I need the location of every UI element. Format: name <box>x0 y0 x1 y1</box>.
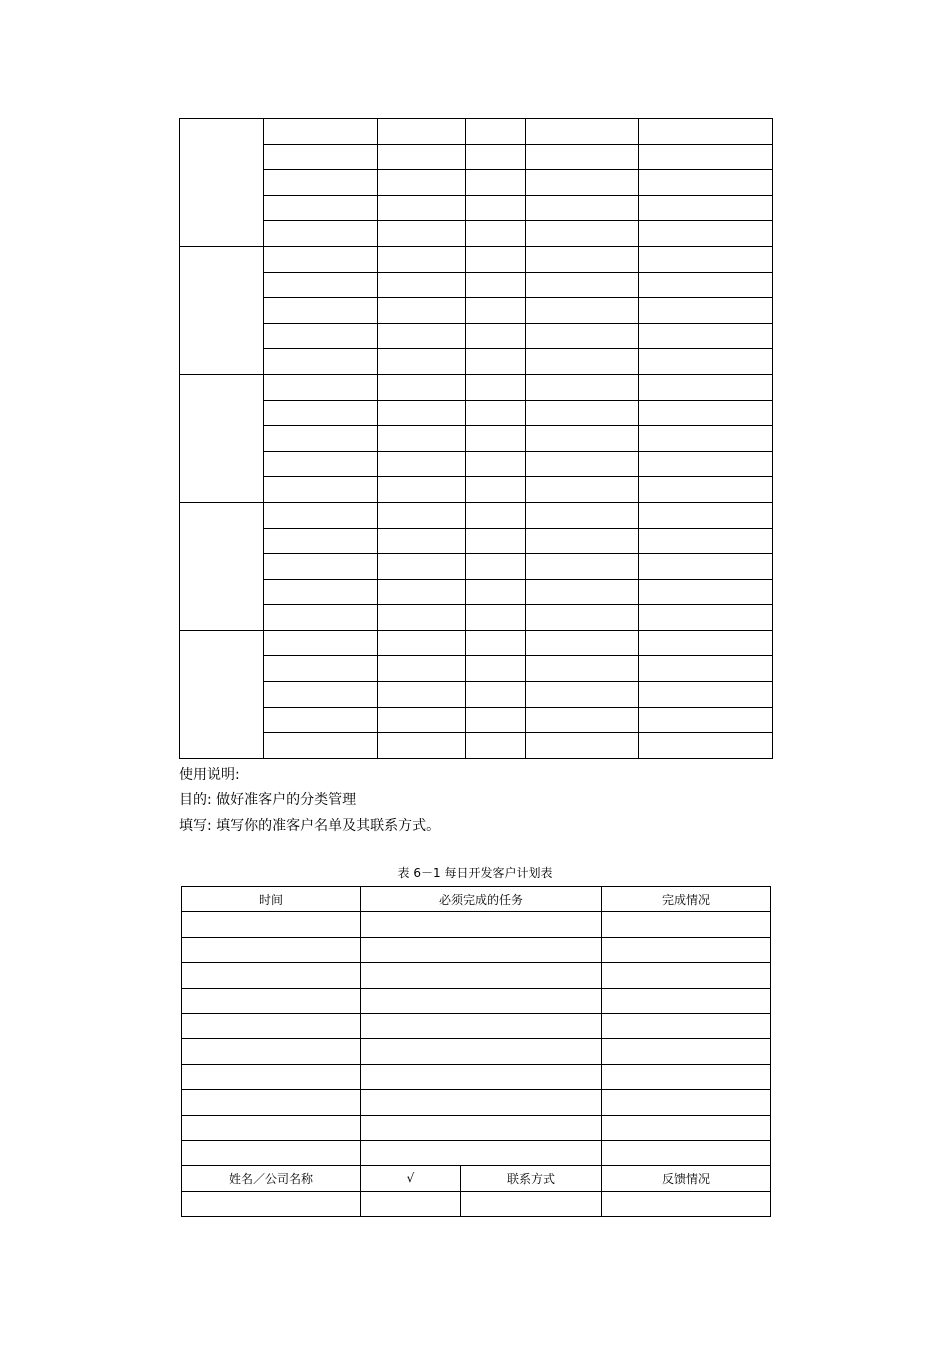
grid-row <box>180 221 773 247</box>
grid-cell <box>264 451 378 477</box>
grid-cell <box>639 605 773 631</box>
notes-heading: 使用说明: <box>179 767 240 783</box>
grid-cell <box>466 144 526 170</box>
grid-cell <box>526 119 639 145</box>
plan-cell <box>182 1039 361 1064</box>
grid-row <box>180 170 773 196</box>
grid-cell <box>466 400 526 426</box>
grid-cell <box>526 707 639 733</box>
grid-cell <box>378 528 466 554</box>
grid-cell <box>639 477 773 503</box>
grid-cell <box>378 272 466 298</box>
grid-row <box>180 528 773 554</box>
contact-cell <box>602 1191 771 1216</box>
grid-cell <box>378 579 466 605</box>
grid-cell <box>378 400 466 426</box>
contact-header-check: √ <box>361 1166 461 1191</box>
grid-cell <box>526 733 639 759</box>
plan-cell <box>361 988 602 1013</box>
contact-header-name: 姓名／公司名称 <box>182 1166 361 1191</box>
plan-cell <box>602 1039 771 1064</box>
grid-cell <box>466 272 526 298</box>
grid-cell <box>466 682 526 708</box>
grid-cell <box>639 170 773 196</box>
grid-row <box>180 144 773 170</box>
contact-header-row <box>182 1166 771 1191</box>
grid-cell <box>466 349 526 375</box>
grid-cell <box>639 272 773 298</box>
grid-cell <box>378 144 466 170</box>
group-cell <box>180 502 264 630</box>
grid-row <box>180 400 773 426</box>
grid-cell <box>526 528 639 554</box>
grid-cell <box>526 656 639 682</box>
plan-cell <box>361 1064 602 1089</box>
grid-cell <box>264 579 378 605</box>
grid-cell <box>378 502 466 528</box>
grid-cell <box>639 374 773 400</box>
plan-row <box>182 1140 771 1165</box>
grid-cell <box>378 195 466 221</box>
grid-cell <box>378 554 466 580</box>
plan-row <box>182 912 771 937</box>
contact-header-contact: 联系方式 <box>461 1166 602 1191</box>
grid-row <box>180 579 773 605</box>
grid-cell <box>639 579 773 605</box>
grid-cell <box>378 630 466 656</box>
grid-cell <box>466 630 526 656</box>
plan-cell <box>182 912 361 937</box>
notes-purpose: 目的: 做好准客户的分类管理 <box>179 792 357 808</box>
group-cell <box>180 374 264 502</box>
grid-cell <box>526 426 639 452</box>
grid-cell <box>466 426 526 452</box>
plan-cell <box>361 963 602 988</box>
plan-row <box>182 988 771 1013</box>
grid-cell <box>466 502 526 528</box>
grid-cell <box>526 144 639 170</box>
grid-cell <box>378 477 466 503</box>
grid-cell <box>264 119 378 145</box>
contact-row <box>182 1191 771 1216</box>
header-status: 完成情况 <box>602 887 771 912</box>
grid-cell <box>264 502 378 528</box>
plan-row <box>182 1115 771 1140</box>
grid-cell <box>639 349 773 375</box>
grid-row <box>180 374 773 400</box>
notes-fill: 填写: 填写你的准客户名单及其联系方式。 <box>179 818 441 834</box>
grid-cell <box>466 195 526 221</box>
grid-cell <box>264 656 378 682</box>
grid-cell <box>639 144 773 170</box>
grid-cell <box>264 605 378 631</box>
header-time: 时间 <box>182 887 361 912</box>
grid-cell <box>526 630 639 656</box>
grid-cell <box>378 246 466 272</box>
grid-cell <box>639 195 773 221</box>
plan-cell <box>602 1013 771 1038</box>
grid-row <box>180 707 773 733</box>
plan-cell <box>361 1013 602 1038</box>
header-task: 必须完成的任务 <box>361 887 602 912</box>
grid-cell <box>466 477 526 503</box>
grid-cell <box>526 682 639 708</box>
group-cell <box>180 246 264 374</box>
grid-cell <box>466 374 526 400</box>
grid-row <box>180 502 773 528</box>
grid-cell <box>264 554 378 580</box>
grid-cell <box>466 656 526 682</box>
grid-cell <box>526 502 639 528</box>
grid-cell <box>466 451 526 477</box>
grid-cell <box>264 349 378 375</box>
grid-cell <box>639 528 773 554</box>
grid-cell <box>378 451 466 477</box>
grid-cell <box>639 733 773 759</box>
grid-cell <box>466 707 526 733</box>
grid-cell <box>639 630 773 656</box>
grid-cell <box>466 246 526 272</box>
plan-cell <box>182 1115 361 1140</box>
grid-cell <box>639 221 773 247</box>
grid-cell <box>526 323 639 349</box>
grid-row <box>180 119 773 145</box>
grid-cell <box>526 272 639 298</box>
plan-cell <box>361 1090 602 1115</box>
grid-cell <box>639 298 773 324</box>
grid-cell <box>466 170 526 196</box>
grid-cell <box>526 349 639 375</box>
grid-cell <box>639 426 773 452</box>
grid-cell <box>378 656 466 682</box>
grid-cell <box>264 144 378 170</box>
grid-row <box>180 630 773 656</box>
plan-cell <box>182 1064 361 1089</box>
grid-cell <box>466 528 526 554</box>
plan-cell <box>602 988 771 1013</box>
grid-cell <box>264 528 378 554</box>
grid-cell <box>639 400 773 426</box>
plan-row <box>182 1039 771 1064</box>
plan-cell <box>361 937 602 962</box>
grid-cell <box>378 298 466 324</box>
grid-cell <box>639 323 773 349</box>
grid-cell <box>526 221 639 247</box>
grid-cell <box>378 733 466 759</box>
grid-cell <box>526 605 639 631</box>
plan-cell <box>602 1064 771 1089</box>
plan-row <box>182 1090 771 1115</box>
grid-cell <box>526 246 639 272</box>
grid-row <box>180 272 773 298</box>
grid-cell <box>264 733 378 759</box>
grid-cell <box>639 682 773 708</box>
grid-row <box>180 682 773 708</box>
grid-cell <box>264 400 378 426</box>
plan-cell <box>602 937 771 962</box>
plan-cell <box>182 963 361 988</box>
grid-cell <box>264 272 378 298</box>
grid-row <box>180 451 773 477</box>
group-cell <box>180 119 264 247</box>
grid-cell <box>466 733 526 759</box>
plan-cell <box>361 1115 602 1140</box>
grid-row <box>180 246 773 272</box>
grid-cell <box>466 221 526 247</box>
grid-cell <box>466 605 526 631</box>
grid-cell <box>526 374 639 400</box>
plan-cell <box>602 1140 771 1165</box>
grid-cell <box>264 323 378 349</box>
grid-cell <box>378 605 466 631</box>
grid-cell <box>264 374 378 400</box>
plan-cell <box>602 963 771 988</box>
grid-cell <box>378 426 466 452</box>
plan-row <box>182 1064 771 1089</box>
grid-cell <box>526 400 639 426</box>
plan-cell <box>182 988 361 1013</box>
plan-cell <box>361 1140 602 1165</box>
contact-cell <box>182 1191 361 1216</box>
grid-cell <box>526 170 639 196</box>
grid-cell <box>264 195 378 221</box>
group-cell <box>180 630 264 758</box>
plan-cell <box>602 1115 771 1140</box>
contact-cell <box>461 1191 602 1216</box>
grid-cell <box>378 119 466 145</box>
plan-cell <box>182 1013 361 1038</box>
plan-row <box>182 963 771 988</box>
grid-row <box>180 477 773 503</box>
grid-cell <box>378 221 466 247</box>
plan-cell <box>182 1090 361 1115</box>
plan-cell <box>361 1039 602 1064</box>
grid-cell <box>264 221 378 247</box>
table-caption: 表 6－1 每日开发客户计划表 <box>397 866 553 880</box>
grid-cell <box>264 298 378 324</box>
grid-cell <box>526 579 639 605</box>
grid-row <box>180 554 773 580</box>
grid-cell <box>639 451 773 477</box>
grid-cell <box>378 323 466 349</box>
grid-cell <box>264 630 378 656</box>
contact-header-feedback: 反馈情况 <box>602 1166 771 1191</box>
grid-cell <box>378 349 466 375</box>
plan-cell <box>182 1140 361 1165</box>
grid-row <box>180 298 773 324</box>
grid-cell <box>466 554 526 580</box>
plan-cell <box>602 1090 771 1115</box>
grid-cell <box>378 707 466 733</box>
daily-plan-table <box>181 886 771 1217</box>
plan-row <box>182 1013 771 1038</box>
grid-cell <box>639 246 773 272</box>
grid-cell <box>264 707 378 733</box>
customer-grid-table <box>179 118 773 759</box>
grid-cell <box>526 195 639 221</box>
plan-cell <box>361 912 602 937</box>
grid-cell <box>526 451 639 477</box>
plan-row <box>182 937 771 962</box>
grid-row <box>180 605 773 631</box>
grid-cell <box>378 682 466 708</box>
grid-cell <box>264 477 378 503</box>
grid-cell <box>264 426 378 452</box>
grid-cell <box>264 682 378 708</box>
grid-row <box>180 733 773 759</box>
grid-cell <box>526 298 639 324</box>
grid-row <box>180 323 773 349</box>
plan-cell <box>182 937 361 962</box>
plan-cell <box>602 912 771 937</box>
grid-cell <box>639 707 773 733</box>
grid-cell <box>526 554 639 580</box>
plan-header-row <box>182 887 771 912</box>
grid-row <box>180 426 773 452</box>
grid-cell <box>264 170 378 196</box>
grid-cell <box>639 119 773 145</box>
grid-cell <box>639 502 773 528</box>
grid-cell <box>264 246 378 272</box>
grid-cell <box>639 656 773 682</box>
grid-cell <box>378 374 466 400</box>
grid-cell <box>466 323 526 349</box>
grid-cell <box>526 477 639 503</box>
grid-cell <box>639 554 773 580</box>
grid-cell <box>466 298 526 324</box>
grid-cell <box>378 170 466 196</box>
grid-row <box>180 349 773 375</box>
grid-row <box>180 656 773 682</box>
contact-cell <box>361 1191 461 1216</box>
grid-cell <box>466 119 526 145</box>
grid-cell <box>466 579 526 605</box>
grid-row <box>180 195 773 221</box>
